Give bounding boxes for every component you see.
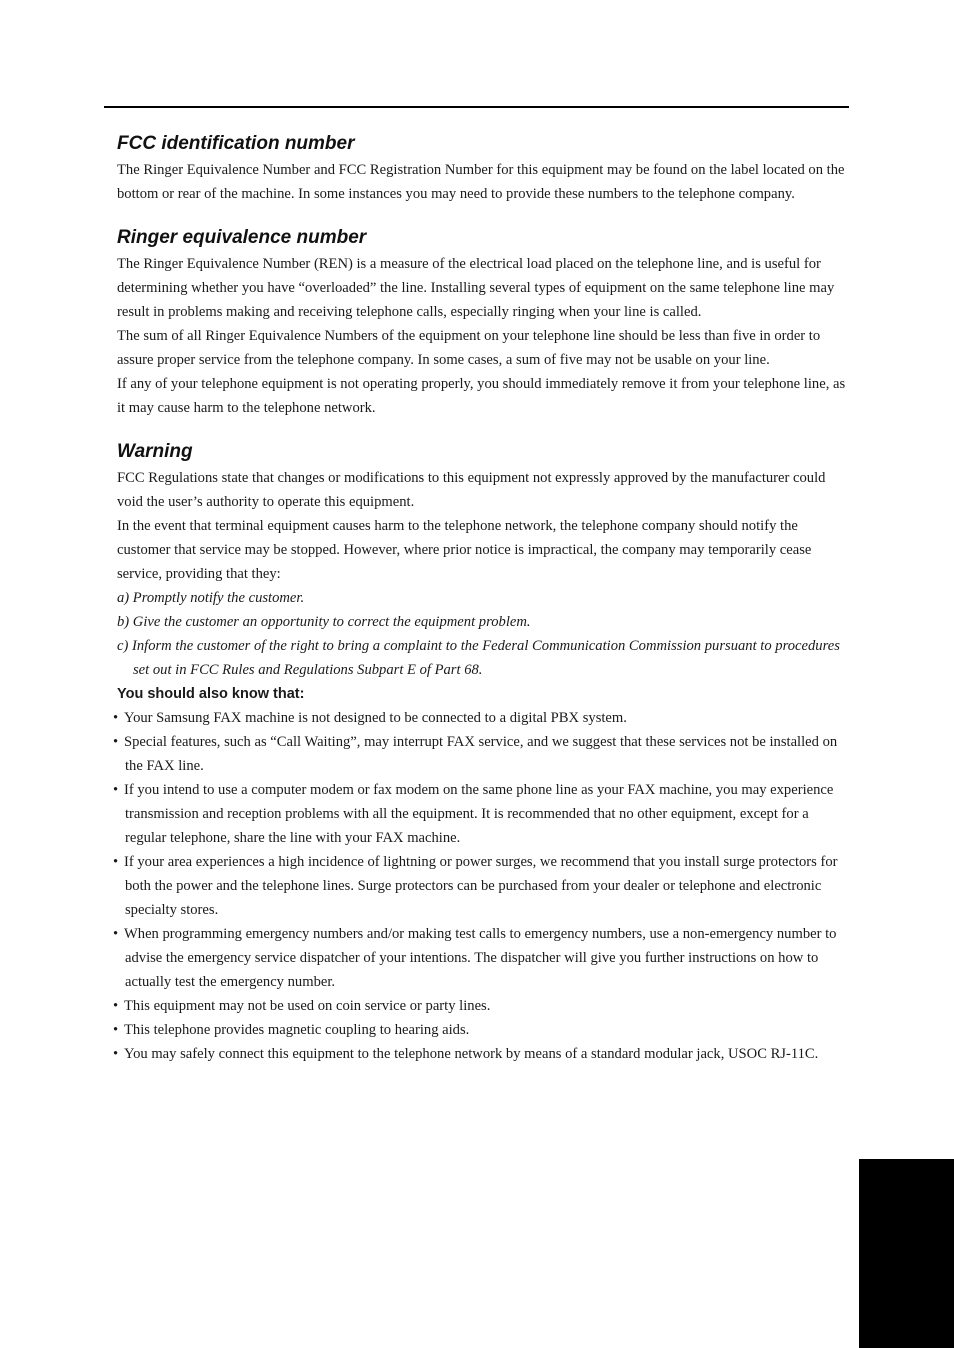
ren-paragraph-3: If any of your telephone equipment is not operating properly, you should immediately remove it from your telephone line, as it may cause harm to the telephone network.	[117, 376, 846, 416]
bullet-icon: •	[113, 1046, 119, 1062]
bullet-icon: •	[113, 734, 119, 750]
ren-paragraph-2: The sum of all Ringer Equivalence Numbers of the equipment on your telephone line should be less than five in order to assure proper service from the telephone company. In some cases, a sum of five may not be usable on your line.	[117, 328, 821, 368]
ren-paragraph-1: The Ringer Equivalence Number (REN) is a measure of the electrical load placed on the telephone line, and is useful for determining whether you have “overloaded” the line. Installing several types of equipment on the same telephone line may result in problems making and receiving telephone calls, especially ringing when your line is called.	[117, 256, 835, 320]
list-item-text: This telephone provides magnetic coupling to hearing aids.	[124, 1022, 470, 1038]
list-item-text: If your area experiences a high incidence of lightning or power surges, we recommend that you install surge protectors for both the power and the telephone lines. Surge protectors can be purchased from your dealer or telephone and electronic specialty stores.	[124, 854, 838, 918]
list-item	[113, 994, 843, 1018]
condition-item-a: a) Promptly notify the customer.	[117, 590, 305, 606]
chapter-tab	[859, 1159, 954, 1348]
warning-paragraph-2: In the event that terminal equipment causes harm to the telephone network, the telephone company should notify the customer that service may be stopped. However, where prior notice is impractical, the company may temporarily cease service, providing that they:	[117, 518, 812, 582]
bullet-icon: •	[113, 782, 119, 798]
list-item	[113, 922, 843, 994]
ren-section	[117, 224, 847, 420]
also-know-section	[113, 682, 847, 1066]
list-item	[113, 1018, 843, 1042]
list-item-text: Your Samsung FAX machine is not designed to be connected to a digital PBX system.	[124, 710, 627, 726]
list-item	[113, 1042, 843, 1066]
condition-item-b: b) Give the customer an opportunity to correct the equipment problem.	[117, 614, 531, 630]
fcc-id-paragraph: The Ringer Equivalence Number and FCC Registration Number for this equipment may be found on the label located on the bottom or rear of the machine. In some instances you may need to provide these numbers to the telephone company.	[117, 162, 845, 202]
bullet-icon: •	[113, 854, 119, 870]
bullet-icon: •	[113, 998, 119, 1014]
list-item-text: This equipment may not be used on coin service or party lines.	[124, 998, 491, 1014]
section-heading-fcc-id: FCC identification number	[117, 133, 355, 154]
warning-section	[117, 438, 847, 682]
bullet-icon: •	[113, 1022, 119, 1038]
list-item-text: When programming emergency numbers and/or making test calls to emergency numbers, use a non-emergency number to advise the emergency service dispatcher of your intentions. The dispatcher will give you further instructions on how to actually test the emergency number.	[124, 926, 837, 990]
page-content	[113, 130, 847, 1066]
bullet-icon: •	[113, 926, 119, 942]
header-rule	[104, 106, 849, 108]
condition-list	[117, 586, 847, 682]
list-item-text: If you intend to use a computer modem or fax modem on the same phone line as your FAX machine, you may experience transmission and reception problems with all the equipment. It is recommended that no other equipment, except for a regular telephone, share the line with your FAX machine.	[124, 782, 834, 846]
section-heading-warning: Warning	[117, 441, 193, 462]
bullet-icon: •	[113, 710, 119, 726]
list-item-text: Special features, such as “Call Waiting”, may interrupt FAX service, and we suggest that these services not be installed on the FAX line.	[124, 734, 838, 774]
list-item	[113, 850, 843, 922]
list-item	[113, 706, 843, 730]
fcc-id-section	[117, 130, 847, 206]
also-know-heading: You should also know that:	[117, 686, 305, 702]
section-heading-ren: Ringer equivalence number	[117, 227, 367, 248]
condition-item-c: c) Inform the customer of the right to bring a complaint to the Federal Communication Commission pursuant to procedures set out in FCC Rules and Regulations Subpart E of Part 68.	[117, 638, 840, 678]
list-item	[113, 778, 843, 850]
list-item	[113, 730, 843, 778]
warning-paragraph-1: FCC Regulations state that changes or modifications to this equipment not expressly approved by the manufacturer could void the user’s authority to operate this equipment.	[117, 470, 826, 510]
also-know-list	[113, 706, 843, 1066]
list-item-text: You may safely connect this equipment to the telephone network by means of a standard modular jack, USOC RJ-11C.	[124, 1046, 819, 1062]
